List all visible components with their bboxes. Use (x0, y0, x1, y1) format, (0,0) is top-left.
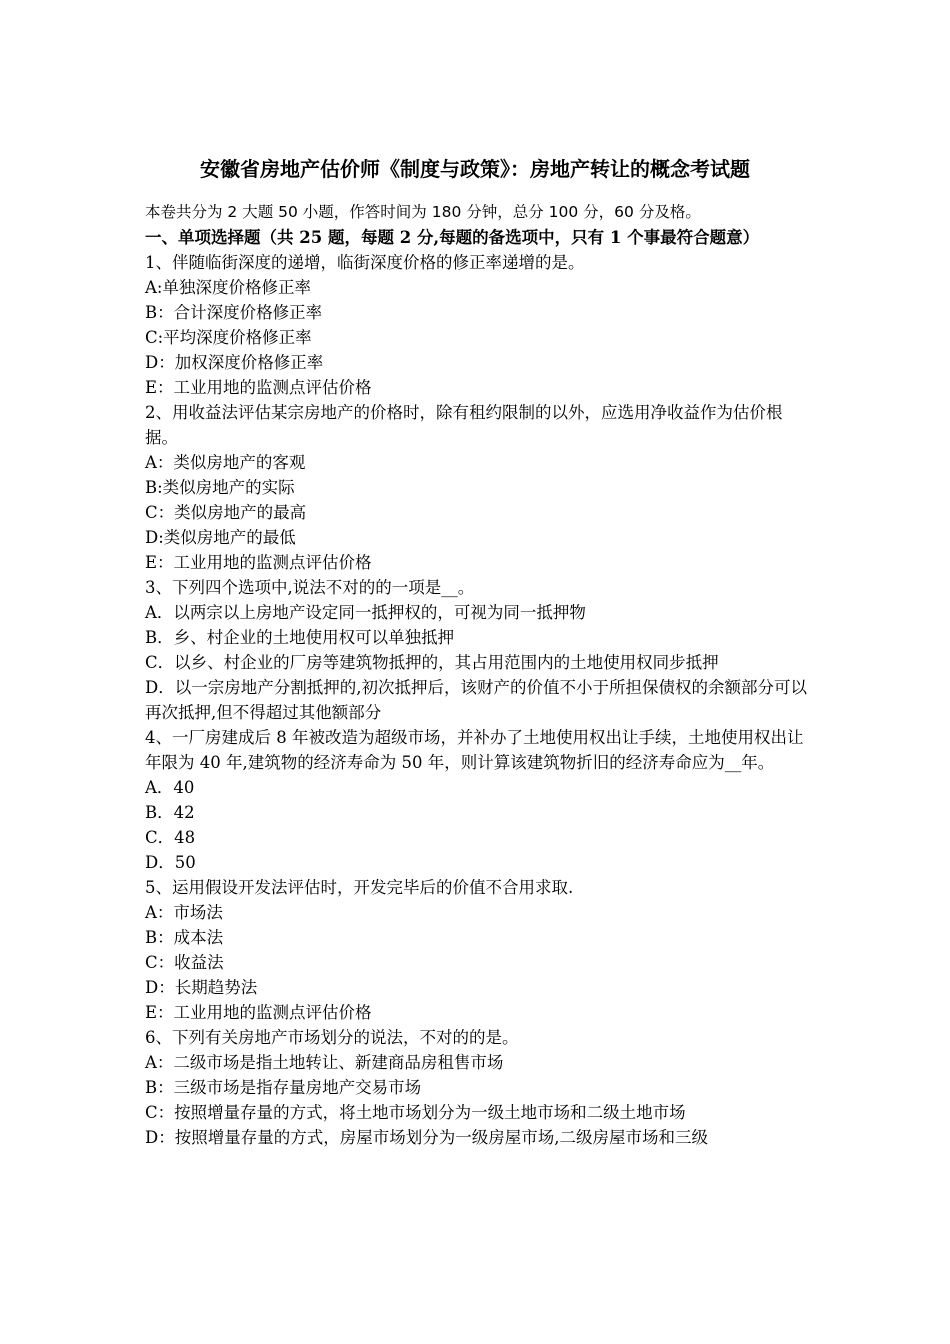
section-title: 一、单项选择题（共 25 题，每题 2 分,每题的备选项中，只有 1 个事最符合题意） (145, 228, 760, 247)
answer-option: D：加权深度价格修正率 (145, 353, 324, 372)
answer-option: A：市场法 (145, 903, 223, 922)
answer-option: C．48 (145, 828, 196, 847)
answer-option: A．40 (145, 778, 195, 797)
document-body (145, 200, 810, 1150)
answer-option: C:平均深度价格修正率 (145, 328, 312, 347)
question-stem: 4、一厂房建成后 8 年被改造为超级市场，并补办了土地使用权出让手续，土地使用权出让年限为 40 年,建筑物的经济寿命为 50 年，则计算该建筑物折旧的经济寿命应为__年。 (145, 728, 804, 772)
answer-option: A：二级市场是指土地转让、新建商品房租售市场 (145, 1053, 504, 1072)
answer-option: B：三级市场是指存量房地产交易市场 (145, 1078, 422, 1097)
answer-option: D：长期趋势法 (145, 978, 258, 997)
question-block (145, 575, 810, 725)
answer-option: B:类似房地产的实际 (145, 478, 295, 497)
answer-option: E：工业用地的监测点评估价格 (145, 553, 372, 572)
answer-option: C：按照增量存量的方式，将土地市场划分为一级土地市场和二级土地市场 (145, 1103, 686, 1122)
question-list (145, 250, 810, 1150)
question-stem: 2、用收益法评估某宗房地产的价格时，除有租约限制的以外，应选用净收益作为估价根据。 (145, 403, 783, 447)
question-block (145, 875, 810, 1025)
answer-option: E：工业用地的监测点评估价格 (145, 378, 372, 397)
answer-option: C．以乡、村企业的厂房等建筑物抵押的，其占用范围内的土地使用权同步抵押 (145, 653, 719, 672)
question-stem: 3、下列四个选项中,说法不对的的一项是__。 (145, 578, 475, 597)
question-block (145, 250, 810, 400)
answer-option: D：按照增量存量的方式，房屋市场划分为一级房屋市场,二级房屋市场和三级 (145, 1128, 708, 1147)
answer-option: B：成本法 (145, 928, 224, 947)
answer-option: A：类似房地产的客观 (145, 453, 306, 472)
answer-option: D:类似房地产的最低 (145, 528, 296, 547)
question-stem: 5、运用假设开发法评估时，开发完毕后的价值不合用求取. (145, 878, 574, 897)
answer-option: B：合计深度价格修正率 (145, 303, 323, 322)
answer-option: C：类似房地产的最高 (145, 503, 307, 522)
question-block (145, 725, 810, 875)
document-title: 安徽省房地产估价师《制度与政策》：房地产转让的概念考试题 (200, 157, 750, 181)
answer-option: D．50 (145, 853, 196, 872)
question-block (145, 400, 810, 575)
answer-option: D．以一宗房地产分割抵押的,初次抵押后，该财产的价值不小于所担保债权的余额部分可以再次抵押,但不得超过其他额部分 (145, 678, 807, 722)
answer-option: A．以两宗以上房地产设定同一抵押权的，可视为同一抵押物 (145, 603, 586, 622)
answer-option: A:单独深度价格修正率 (145, 278, 311, 297)
answer-option: B．乡、村企业的土地使用权可以单独抵押 (145, 628, 455, 647)
answer-option: B．42 (145, 803, 195, 822)
answer-option: E：工业用地的监测点评估价格 (145, 1003, 372, 1022)
question-block (145, 1025, 810, 1150)
answer-option: C：收益法 (145, 953, 224, 972)
question-stem: 1、伴随临街深度的递增，临街深度价格的修正率递增的是。 (145, 253, 585, 272)
question-stem: 6、下列有关房地产市场划分的说法，不对的的是。 (145, 1028, 519, 1047)
exam-intro: 本卷共分为 2 大题 50 小题，作答时间为 180 分钟，总分 100 分，60 分及格。 (145, 203, 701, 221)
